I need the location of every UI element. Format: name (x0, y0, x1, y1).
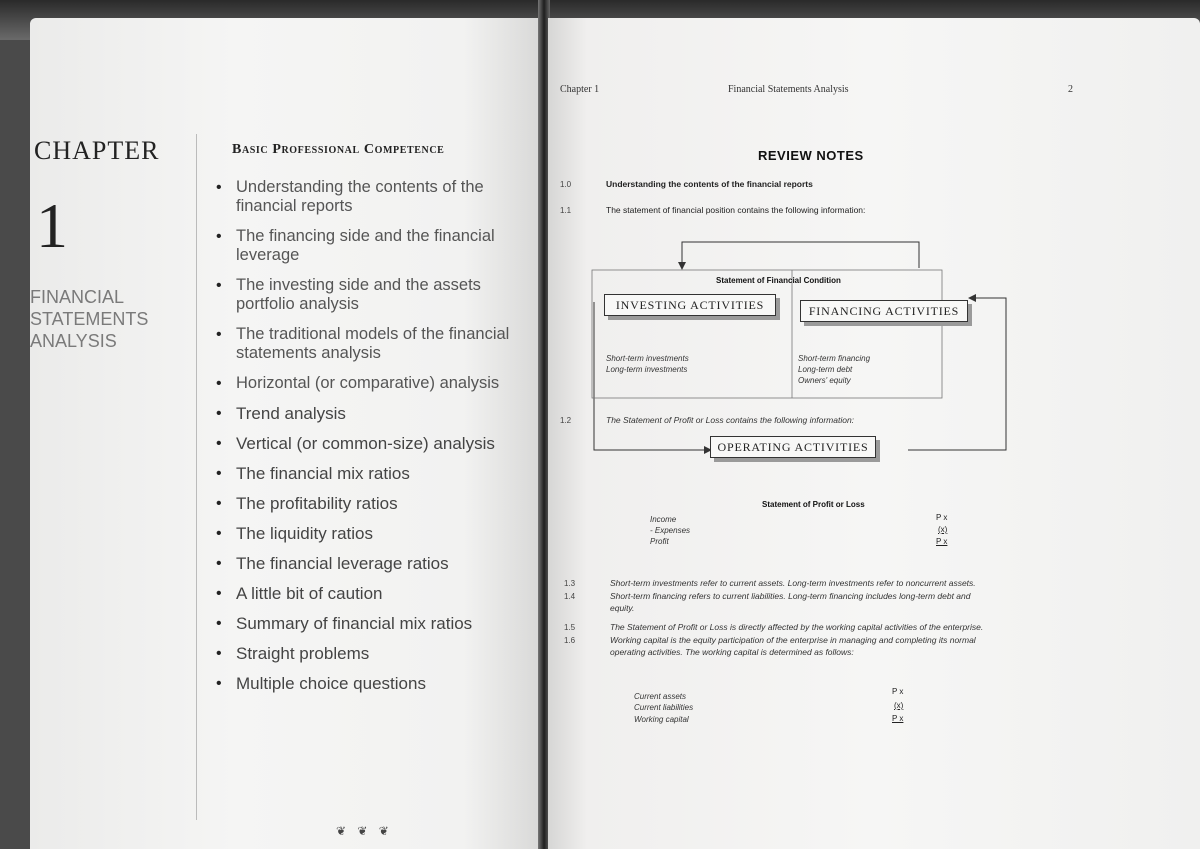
page-title: REVIEW NOTES (758, 148, 864, 163)
statement-row-label: - Expenses (650, 526, 691, 535)
list-item: • The traditional models of the financial statements analysis (216, 325, 536, 363)
running-head-left: Chapter 1 (560, 84, 600, 95)
list-item: • Horizontal (or comparative) analysis (216, 374, 536, 393)
financing-item: Short-term financing (798, 354, 871, 363)
vertical-divider (196, 134, 197, 820)
list-item: • The financial leverage ratios (216, 554, 536, 573)
statement-row-label: Income (650, 515, 677, 524)
working-capital-row-value: (x) (894, 701, 904, 710)
competence-list (216, 178, 536, 704)
section-number: 1.5 (564, 623, 576, 632)
list-item: • Summary of financial mix ratios (216, 614, 536, 633)
list-item: • The financial mix ratios (216, 464, 536, 483)
statement-row-value: P x (936, 537, 948, 546)
investing-item: Long-term investments (606, 365, 688, 374)
chapter-word: CHAPTER (34, 136, 160, 165)
financing-item: Long-term debt (798, 365, 853, 374)
list-item: • The investing side and the assets portfolio analysis (216, 276, 536, 314)
investing-activities-box: INVESTING ACTIVITIES (604, 294, 776, 316)
working-capital-row-label: Current liabilities (634, 703, 694, 712)
working-capital-row-label: Current assets (634, 692, 687, 701)
working-capital-row-label: Working capital (634, 715, 689, 724)
list-item: • Understanding the contents of the financial reports (216, 178, 536, 216)
paragraph: The Statement of Profit or Loss contains the following information: (606, 415, 855, 425)
list-item: • Multiple choice questions (216, 674, 536, 693)
statement-row-value: (x) (938, 525, 948, 534)
statement-row-label: Profit (650, 537, 669, 546)
section-number: 1.1 (560, 206, 572, 215)
chapter-title-line: STATEMENTS (30, 309, 149, 329)
paragraph: Short-term investments refer to current assets. Long-term investments refer to noncurrent assets. (610, 578, 976, 588)
chapter-title-line: ANALYSIS (30, 331, 117, 351)
paragraph: The Statement of Profit or Loss is directly affected by the working capital activities of the enterprise. (610, 622, 984, 632)
paragraph: Working capital is the equity participation of the enterprise in managing and completing its normal (610, 635, 976, 645)
competence-heading: Basic Professional Competence (232, 142, 445, 157)
list-item: • The profitability ratios (216, 494, 536, 513)
paragraph: operating activities. The working capital is determined as follows: (610, 647, 854, 657)
financing-item: Owners' equity (798, 376, 851, 385)
paragraph: The statement of financial position contains the following information: (606, 205, 866, 215)
ornament-icon: ❦ ❦ ❦ (336, 824, 393, 838)
diagram-frame (592, 270, 942, 398)
left-page (30, 18, 540, 849)
list-item: • The financing side and the financial leverage (216, 227, 536, 265)
list-item: • Trend analysis (216, 404, 536, 423)
chapter-number: 1 (36, 190, 68, 261)
statement-row-value: P x (936, 513, 948, 522)
list-item: • The liquidity ratios (216, 524, 536, 543)
operating-activities-box: OPERATING ACTIVITIES (710, 436, 876, 458)
page-number: 2 (1068, 84, 1073, 95)
list-item: • A little bit of caution (216, 584, 536, 603)
financing-activities-box: FINANCING ACTIVITIES (800, 300, 968, 322)
list-item: • Straight problems (216, 644, 536, 663)
paragraph: equity. (610, 603, 635, 613)
section-number: 1.3 (564, 579, 576, 588)
arrow-head-icon (678, 262, 686, 270)
arrow-head-icon (968, 294, 976, 302)
investing-item: Short-term investments (606, 354, 689, 363)
diagram-connector (682, 242, 919, 268)
list-item: • Vertical (or common-size) analysis (216, 434, 536, 453)
running-head-center: Financial Statements Analysis (728, 84, 849, 95)
section-heading: Understanding the contents of the financial reports (606, 179, 813, 189)
paragraph: Short-term financing refers to current liabilities. Long-term financing includes long-term debt and (610, 591, 971, 601)
diagram-title: Statement of Financial Condition (716, 276, 841, 285)
statement-title: Statement of Profit or Loss (762, 500, 865, 509)
section-number: 1.2 (560, 416, 572, 425)
working-capital-row-value: P x (892, 687, 904, 696)
working-capital-row-value: P x (892, 714, 904, 723)
section-number: 1.4 (564, 592, 576, 601)
diagram-connector (594, 302, 706, 450)
section-number: 1.0 (560, 180, 572, 189)
section-number: 1.6 (564, 636, 576, 645)
chapter-title (30, 286, 200, 352)
chapter-title-line: FINANCIAL (30, 287, 125, 307)
right-page (548, 18, 1200, 849)
